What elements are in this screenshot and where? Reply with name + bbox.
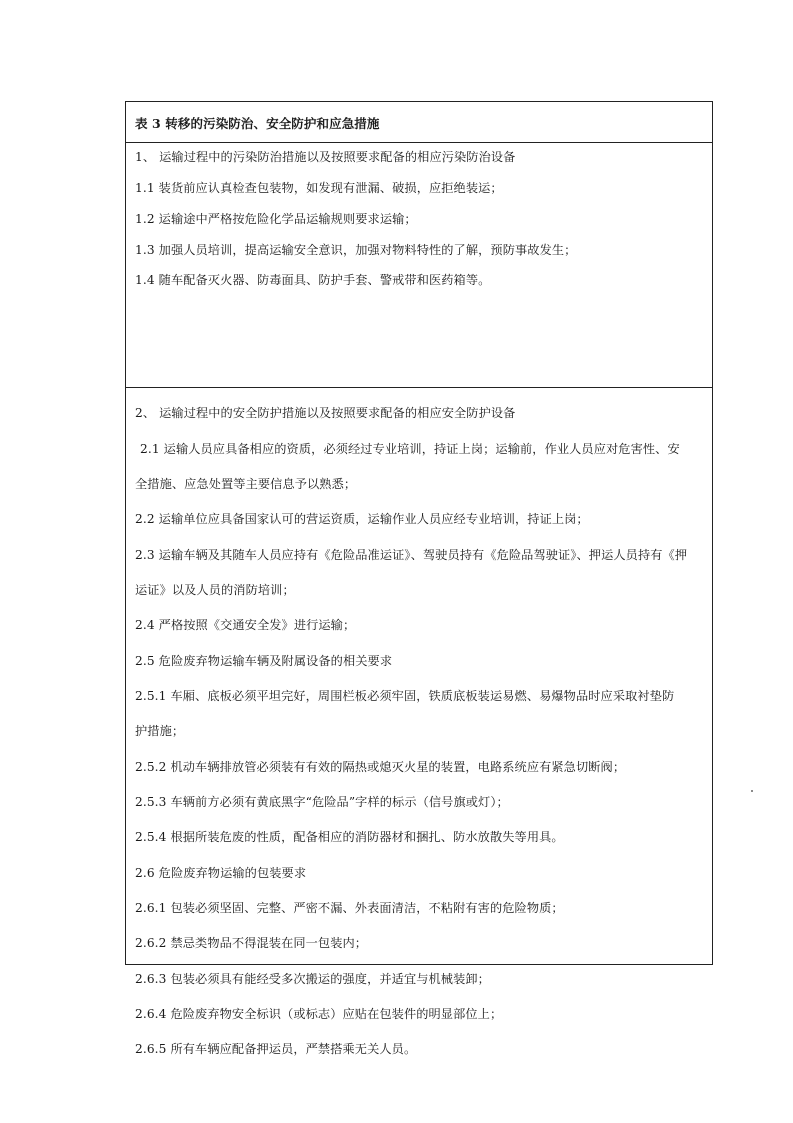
pollution-item: 1.4 随车配备灭火器、防毒面具、防护手套、警戒带和医药箱等。 (135, 273, 491, 287)
scan-speck (751, 790, 753, 792)
pollution-item: 1.3 加强人员培训，提高运输安全意识，加强对物料特性的了解，预防事故发生； (135, 243, 577, 257)
safety-line: 2.5 危险废弃物运输车辆及附属设备的相关要求 (135, 654, 393, 668)
safety-line: 运证》以及人员的消防培训； (135, 583, 295, 597)
safety-line: 2.3 运输车辆及其随车人员应持有《危险品准运证》、驾驶员持有《危险品驾驶证》、押运人员持有《押 (135, 548, 688, 562)
table-title-row (126, 102, 712, 143)
safety-line: 2.2 运输单位应具备国家认可的营运资质，运输作业人员应经专业培训，持证上岗； (135, 512, 589, 526)
table-title: 表 3 转移的污染防治、安全防护和应急措施 (135, 116, 380, 131)
safety-line: 2.6 危险废弃物运输的包装要求 (135, 866, 307, 880)
safety-line: 2.6.5 所有车辆应配备押运员，严禁搭乘无关人员。 (135, 1042, 417, 1056)
pollution-item: 1.2 运输途中严格按危险化学品运输规则要求运输； (135, 212, 417, 226)
safety-line: 全措施、应急处置等主要信息予以熟悉； (135, 477, 357, 491)
safety-section (126, 388, 712, 1056)
pollution-item: 1.1 装货前应认真检查包装物，如发现有泄漏、破损，应拒绝装运； (135, 181, 503, 195)
safety-line: 2.5.2 机动车辆排放管必须装有有效的隔热或熄灭火星的装置，电路系统应有紧急切断阀； (135, 760, 626, 774)
safety-line: 2.6.3 包装必须具有能经受多次搬运的强度，并适宜与机械装卸； (135, 972, 490, 986)
safety-line: 护措施； (135, 724, 185, 738)
safety-line: 2.6.1 包装必须坚固、完整、严密不漏、外表面清洁，不粘附有害的危险物质； (135, 901, 564, 915)
pollution-heading: 1、 运输过程中的污染防治措施以及按照要求配备的相应污染防治设备 (135, 150, 516, 164)
measures-table (125, 101, 713, 1056)
safety-line: 2.1 运输人员应具备相应的资质，必须经过专业培训，持证上岗；运输前，作业人员应对危害性、安 (140, 442, 680, 456)
safety-line: 2.5.3 车辆前方必须有黄底黑字“危险品”字样的标示（信号旗或灯）； (135, 795, 509, 809)
safety-line: 2.6.4 危险废弃物安全标识（或标志）应贴在包装件的明显部位上； (135, 1007, 503, 1021)
safety-line: 2.5.4 根据所装危废的性质，配备相应的消防器材和捆扎、防水放散失等用具。 (135, 830, 564, 844)
safety-line: 2.6.2 禁忌类物品不得混装在同一包装内； (135, 936, 368, 950)
pollution-section (126, 143, 712, 388)
safety-line: 2.4 严格按照《交通安全发》进行运输； (135, 618, 356, 632)
safety-heading: 2、 运输过程中的安全防护措施以及按照要求配备的相应安全防护设备 (135, 406, 516, 420)
safety-line: 2.5.1 车厢、底板必须平坦完好，周围栏板必须牢固，铁质底板装运易燃、易爆物品时应采取衬垫防 (135, 689, 675, 703)
